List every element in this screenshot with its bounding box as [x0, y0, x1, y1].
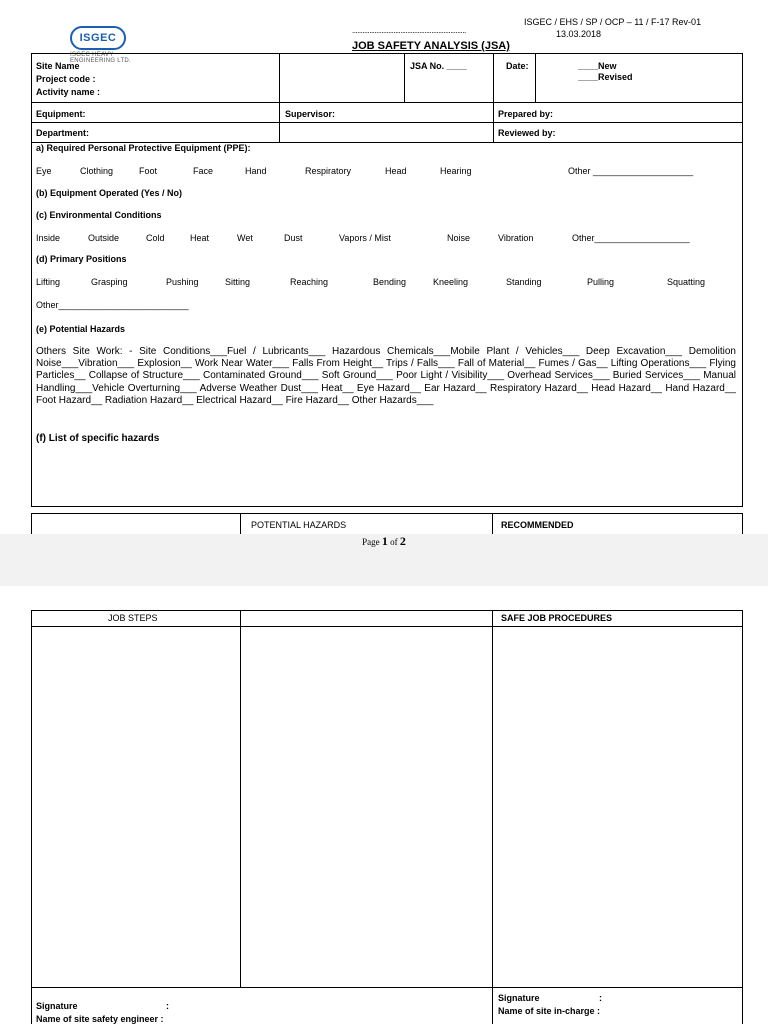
department-label: Department: [36, 128, 90, 138]
position-item: Bending [373, 277, 407, 287]
position-item: Kneeling [433, 277, 469, 287]
ppe-item: Eye [36, 166, 52, 176]
positions-other: Other__________________________ [36, 300, 189, 310]
position-item: Reaching [290, 277, 329, 287]
position-item: Sitting [225, 277, 251, 287]
env-item: Vibration [498, 233, 534, 243]
position-item: Grasping [91, 277, 128, 287]
title-dots: .................................................................. [352, 26, 466, 35]
revised-option: ____Revised [578, 72, 633, 82]
safety-engineer-label: Name of site safety engineer : [36, 1014, 164, 1024]
env-item: Inside [36, 233, 61, 243]
environmental-heading: (c) Environmental Conditions [36, 210, 162, 220]
env-item: Outside [88, 233, 120, 243]
activity-name-label: Activity name : [36, 87, 101, 97]
new-option: ____New [578, 61, 617, 71]
ppe-item: Foot [139, 166, 158, 176]
ppe-item: Hand [245, 166, 267, 176]
supervisor-label: Supervisor: [285, 109, 336, 119]
page-title: JOB SAFETY ANALYSIS (JSA) [352, 40, 510, 52]
env-item: Wet [237, 233, 253, 243]
signature-right-colon: : [599, 993, 602, 1003]
page-2 [0, 586, 768, 1024]
ppe-item: Face [193, 166, 214, 176]
recommended-column-header: RECOMMENDED [501, 520, 574, 530]
env-item: Cold [146, 233, 165, 243]
site-name-label: Site Name [36, 61, 80, 71]
potential-hazards-column-header: POTENTIAL HAZARDS [251, 520, 347, 530]
position-item: Lifting [36, 277, 61, 287]
job-steps-column-header: JOB STEPS [108, 613, 158, 623]
doc-code: ISGEC / EHS / SP / OCP – 11 / F-17 Rev-01 [524, 17, 702, 27]
env-item: Noise [447, 233, 471, 243]
hazards-heading: (e) Potential Hazards [36, 324, 126, 334]
ppe-heading: a) Required Personal Protective Equipment (PPE): [36, 143, 251, 153]
signature-right-label: Signature [498, 993, 540, 1003]
ppe-other: Other ____________________ [568, 166, 694, 176]
prepared-by-label: Prepared by: [498, 109, 554, 119]
date-label: Date: [506, 61, 529, 71]
site-incharge-label: Name of site in-charge : [498, 1006, 601, 1016]
logo-text: ISGEC [79, 32, 117, 44]
env-item: Vapors / Mist [339, 233, 391, 243]
isgec-logo [70, 26, 126, 50]
positions-heading: (d) Primary Positions [36, 254, 127, 264]
hazards-list: Others Site Work: - Site Conditions___Fuel / Lubricants___ Hazardous Chemicals___Mobile Plant / Vehicles___ Deep Excavation___ Demolition Noise___Vibration___ Explosion__ Work Near Water___ Falls From Height__ Trips / Falls___ Fall of Material__ Fumes / Gas__ Lifting Operations___ Flying Particles__ Collapse of Structure___ Contaminated Ground___ Soft Ground___ Poor Light / Visibility___ Overhead Services___ Buried Services___ Manual Handling___Vehicle Overturning___ Adverse Weather Dust___ Heat__ Eye Hazard__ Ear Hazard__ Respiratory Hazard__ Head Hazard__ Hand Hazard__ Foot Hazard__ Radiation Hazard__ Electrical Hazard__ Fire Hazard__ Other Hazards___ [36, 346, 736, 406]
position-item: Pushing [166, 277, 199, 287]
page-number: Page 1 of 2 [362, 534, 406, 548]
ppe-item: Clothing [80, 166, 114, 176]
equipment-operated-heading: (b) Equipment Operated (Yes / No) [36, 188, 183, 198]
position-item: Squatting [667, 277, 706, 287]
ppe-item: Head [385, 166, 407, 176]
project-code-label: Project code : [36, 74, 96, 84]
env-item: Dust [284, 233, 303, 243]
ppe-item: Hearing [440, 166, 472, 176]
jsa-no-label: JSA No. ____ [410, 61, 467, 71]
logo-subtitle: ISGEC HEAVY ENGINEERING LTD. [70, 52, 132, 64]
equipment-label: Equipment: [36, 109, 86, 119]
signature-left-label: Signature [36, 1001, 78, 1011]
specific-hazards-heading: (f) List of specific hazards [36, 433, 160, 444]
env-other: Other___________________ [572, 233, 690, 243]
env-item: Heat [190, 233, 210, 243]
reviewed-by-label: Reviewed by: [498, 128, 556, 138]
doc-date: 13.03.2018 [556, 29, 602, 39]
position-item: Pulling [587, 277, 615, 287]
ppe-item: Respiratory [305, 166, 352, 176]
safe-procedures-column-header: SAFE JOB PROCEDURES [501, 613, 613, 623]
position-item: Standing [506, 277, 542, 287]
signature-left-colon: : [166, 1001, 169, 1011]
